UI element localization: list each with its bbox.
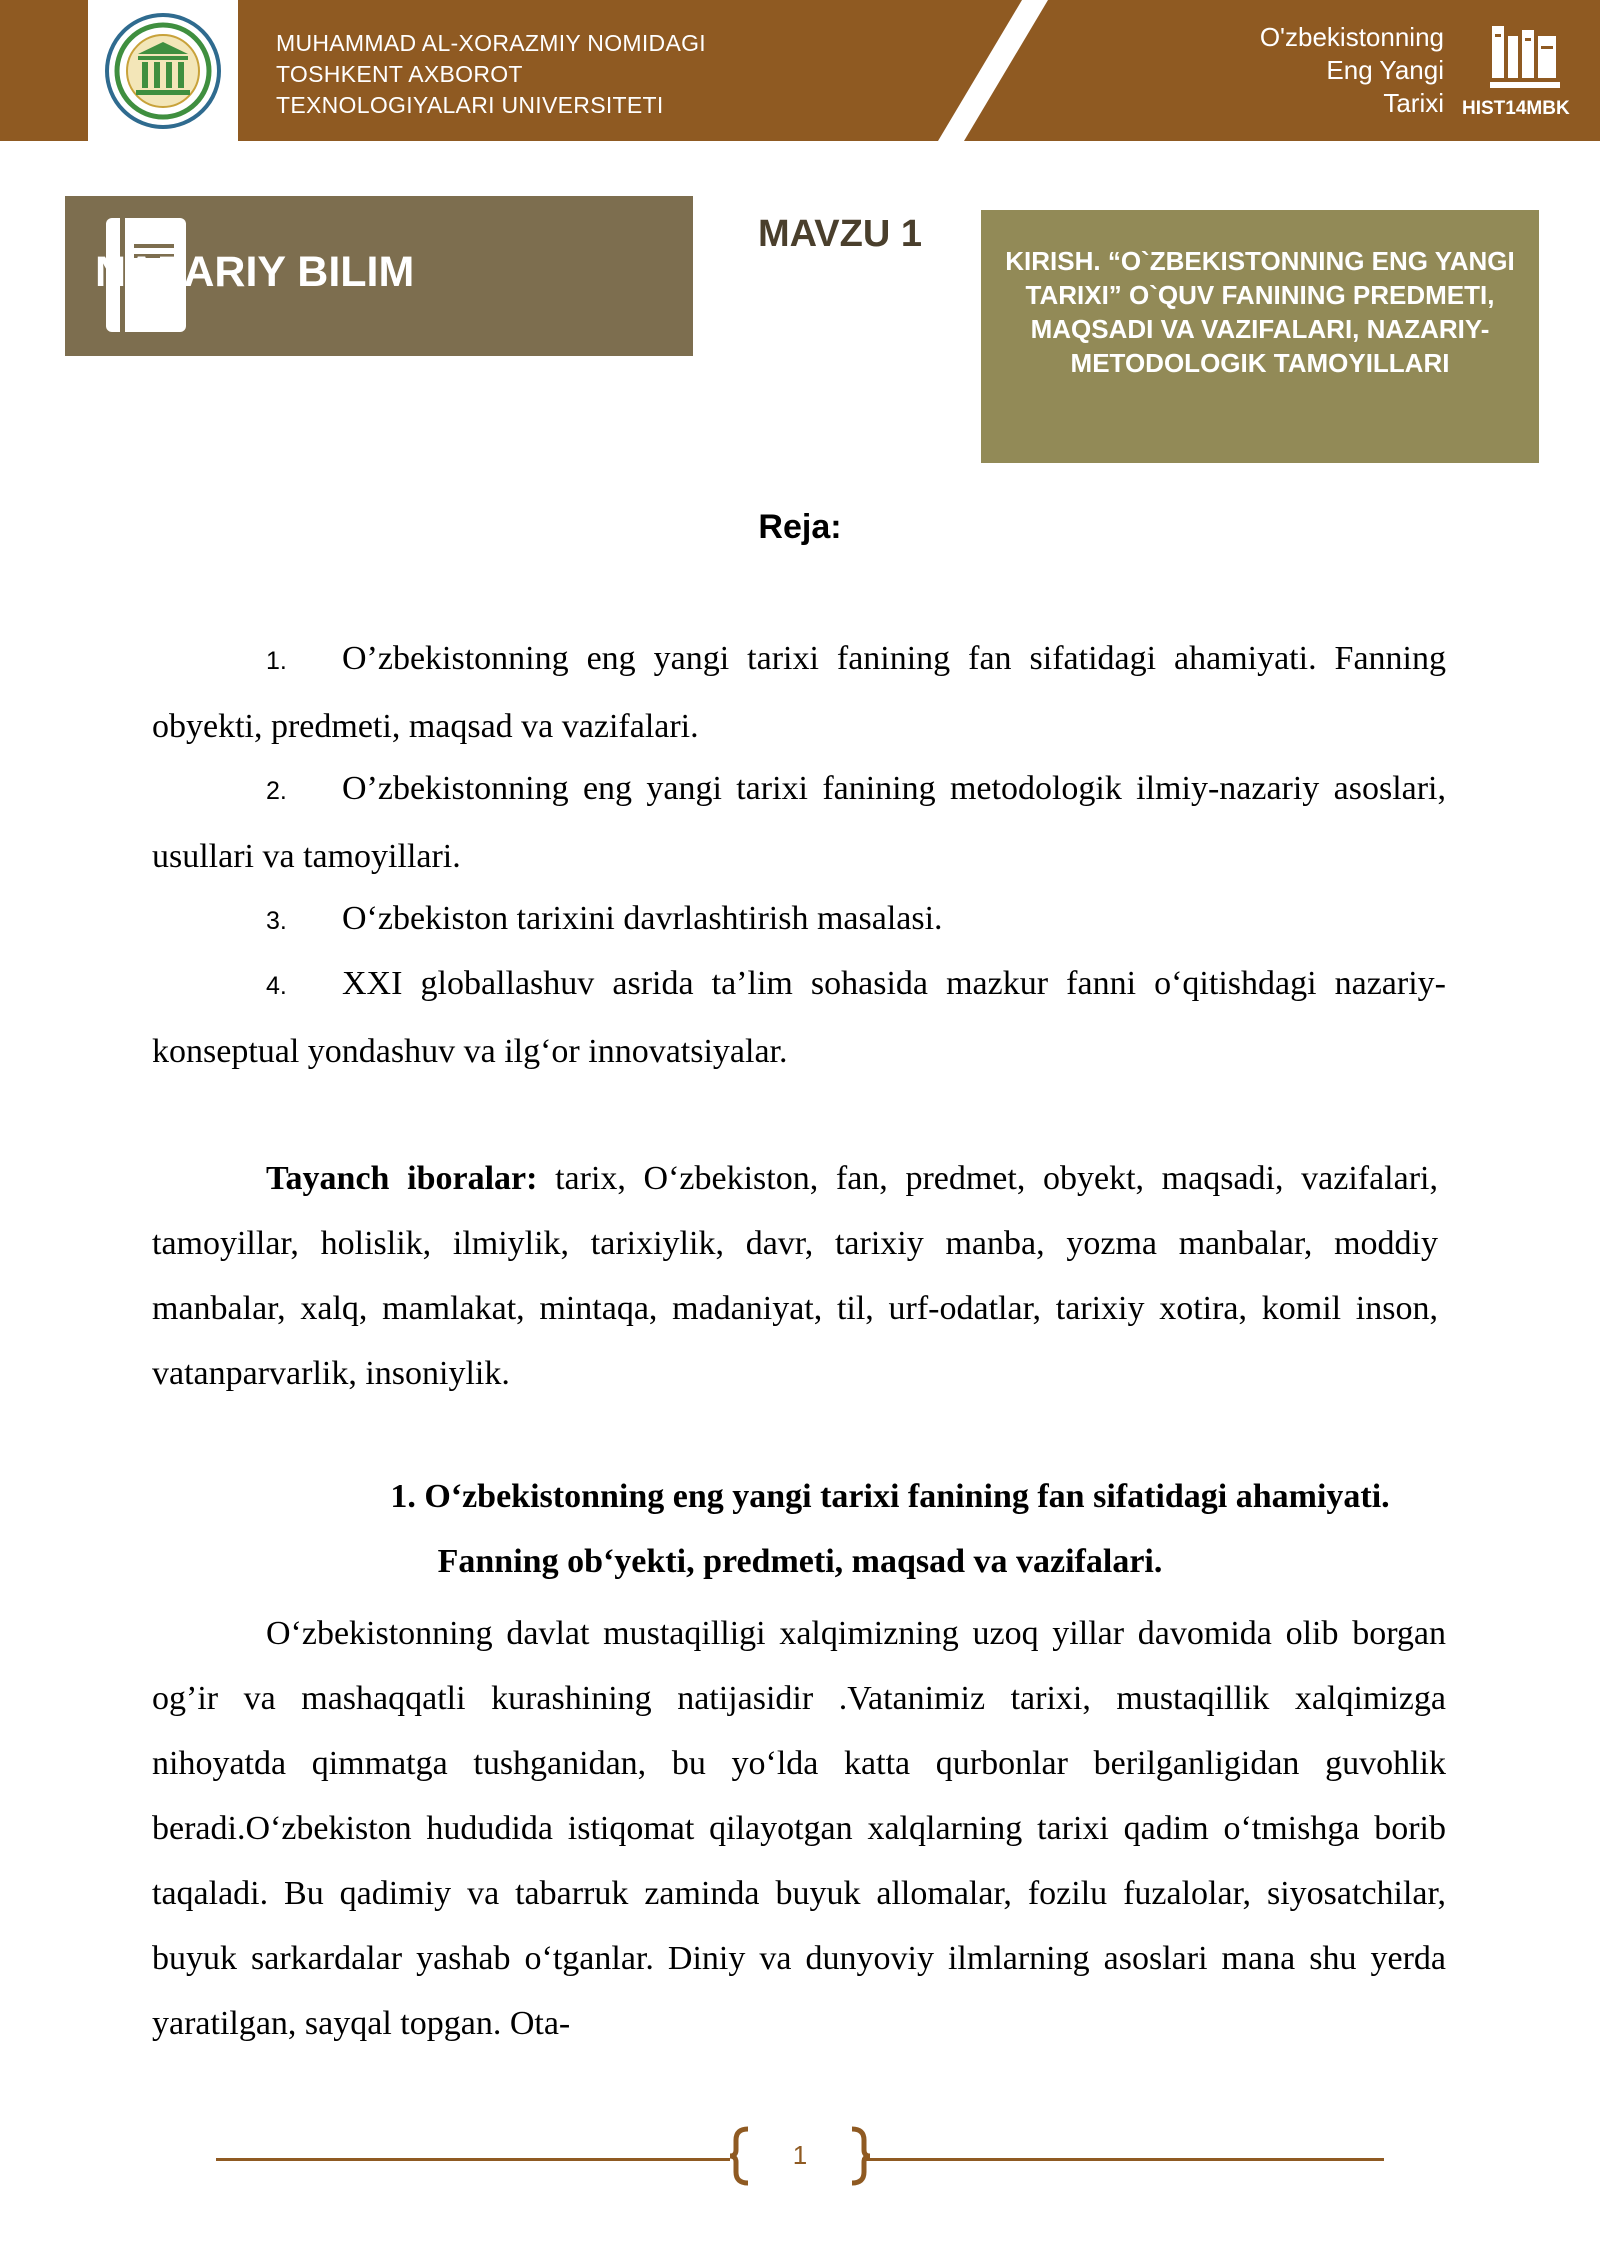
plan-item-text: XXI globallashuv asrida ta’lim sohasida mazkur fanni o‘qitishdagi nazariy-konseptual yondashuv va ilg‘or innovatsiyalar.: [152, 965, 1446, 1070]
books-icon: [1490, 22, 1560, 90]
plan-item-text: O’zbekistonning eng yangi tarixi fanining metodologik ilmiy-nazariy asoslari, usullari va tamoyillari.: [152, 770, 1446, 875]
university-name-line: TEXNOLOGIYALARI UNIVERSITETI: [276, 92, 664, 118]
footer-brace-right: [848, 2126, 872, 2186]
course-code: HIST14MBK: [1462, 98, 1570, 119]
plan-item-number: 1.: [266, 647, 287, 675]
plan-item-number: 2.: [266, 777, 287, 805]
course-name-line: Eng Yangi: [1326, 55, 1444, 85]
course-name-line: O'zbekistonning: [1259, 22, 1444, 52]
plan-heading: Reja:: [758, 508, 842, 546]
plan-item-text: O‘zbekiston tarixini davrlashtirish masalasi.: [342, 900, 943, 937]
plan-item: [152, 756, 1446, 889]
topic-number: MAVZU 1: [758, 213, 922, 255]
university-name-line: MUHAMMAD AL-XORAZMIY NOMIDAGI: [276, 30, 706, 56]
plan-item-number: 4.: [266, 972, 287, 1000]
page-header: [0, 0, 1600, 141]
section-heading: Fanning ob‘yekti, predmeti, maqsad va vazifalari.: [437, 1543, 1163, 1580]
topic-title: KIRISH. “O`ZBEKISTONNING ENG YANGI TARIXI” O`QUV FANINING PREDMETI, MAQSADI VA VAZIFALARI, NAZARIY-METODOLOGIK TAMOYILLARI: [1005, 246, 1515, 378]
university-name: [276, 28, 706, 121]
keywords-label: Tayanch iboralar:: [266, 1160, 538, 1197]
course-name: [1260, 21, 1444, 120]
section-heading: 1. O‘zbekistonning eng yangi tarixi fanining fan sifatidagi ahamiyati.: [390, 1478, 1390, 1515]
plan-item: [152, 626, 1446, 759]
header-divider: [938, 0, 1048, 141]
course-name-line: Tarixi: [1383, 88, 1444, 118]
plan-item: [152, 886, 1446, 954]
keywords-text: tarix, O‘zbekiston, fan, predmet, obyekt, maqsadi, vazifalari, tamoyillar, holislik, ilmiylik, tarixiylik, davr, tarixiy manba, yozma manbalar, moddiy manbalar, xalq, mamlakat, mintaqa, madaniyat, til, urf-odatlar, tarixiy xotira, komil inson, vatanparvarlik, insoniylik.: [152, 1160, 1438, 1392]
plan-item-number: 3.: [266, 907, 287, 935]
footer-rule-left: [216, 2158, 730, 2161]
footer-brace-left: [728, 2126, 752, 2186]
header-band-left: [0, 0, 88, 141]
body-paragraph: O‘zbekistonning davlat mustaqilligi xalqimizning uzoq yillar davomida olib borgan og’ir va mashaqqatli kurashining natijasidir .Vatanimiz tarixi, mustaqillik xalqimizga nihoyatda qimmatga tushganidan, bu yo‘lda katta qurbonlar berilganligidan guvohlik beradi.O‘zbekiston hududida istiqomat qilayotgan xalqlarning tarixi qadim o‘tmishga borib taqaladi. Bu qadimiy va tabarruk zaminda buyuk allomalar, fozilu fuzalolar, siyosatchilar, buyuk sarkardalar yashab o‘tganlar. Diniy va dunyoviy ilmlarning asoslari mana shu yerda yaratilgan, sayqal topgan. Ota-: [152, 1615, 1446, 2042]
keywords-paragraph: [152, 1146, 1438, 1406]
footer-rule-right: [862, 2158, 1384, 2161]
university-emblem-icon: [104, 12, 222, 130]
page-number: 1: [792, 2140, 808, 2170]
university-name-line: TOSHKENT AXBOROT: [276, 61, 523, 87]
plan-item-text: O’zbekistonning eng yangi tarixi fanining fan sifatidagi ahamiyati. Fanning obyekti, predmeti, maqsad va vazifalari.: [152, 640, 1446, 745]
plan-item: [152, 951, 1446, 1084]
section-label: NAZARIY BILIM: [95, 248, 415, 296]
